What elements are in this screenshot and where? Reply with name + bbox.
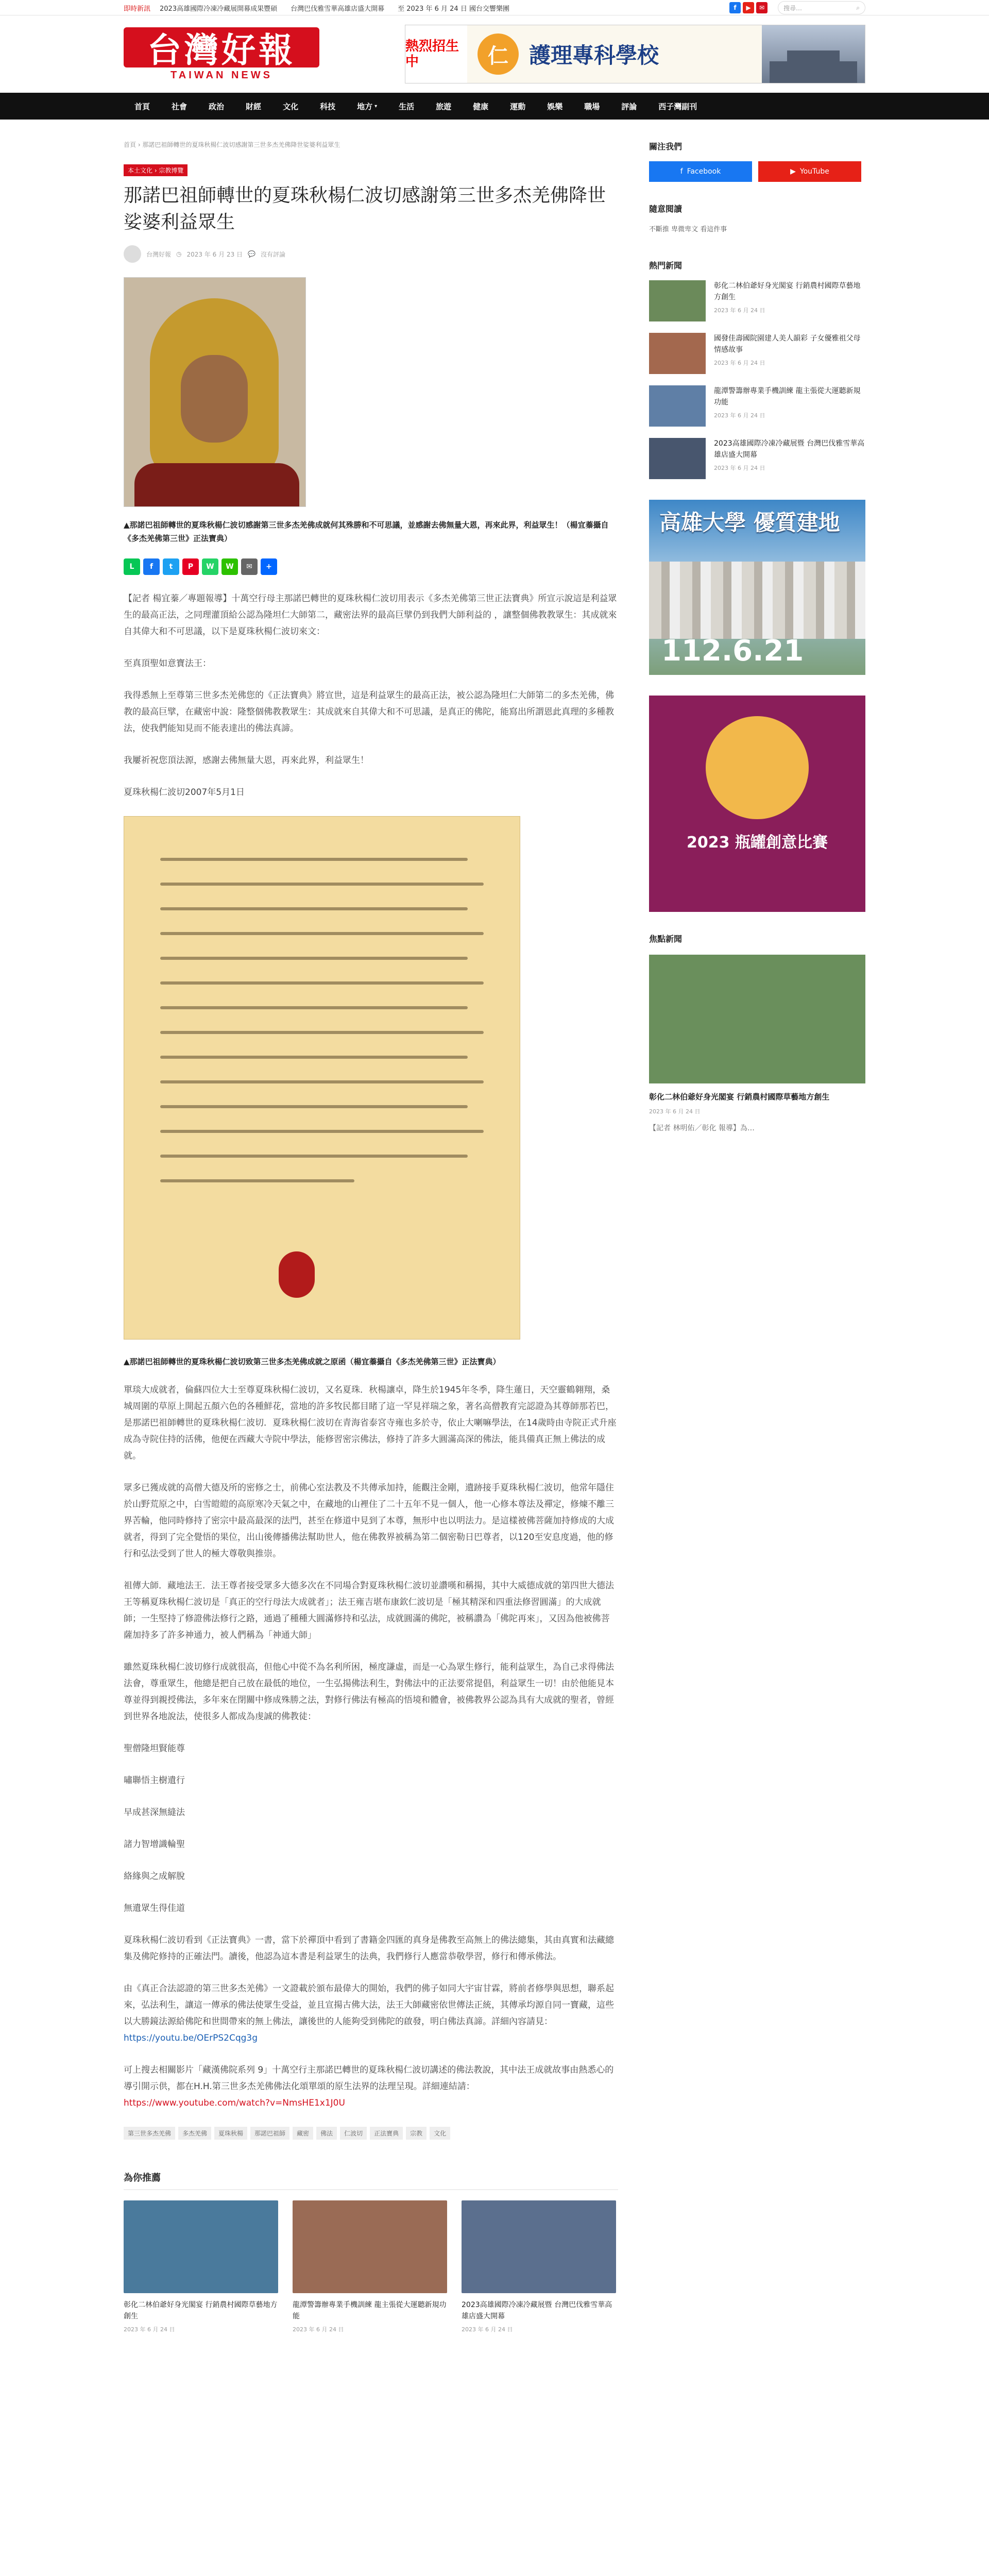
nav-society[interactable]: 社會 bbox=[172, 101, 187, 111]
letter-date: 夏珠秋楊仁波切2007年5月1日 bbox=[124, 787, 245, 798]
site-header bbox=[0, 15, 989, 93]
popular-heading: 熱門新聞 bbox=[649, 261, 683, 270]
article-title: 那諾巴祖師轉世的夏珠秋楊仁波切感謝第三世多杰羌佛降世娑婆利益眾生 bbox=[124, 185, 606, 233]
youtube-icon[interactable]: ▶ bbox=[743, 2, 754, 13]
ticker-item[interactable]: 2023高雄國際冷凍冷藏展開幕成果豐碩 bbox=[160, 5, 278, 13]
popular-thumbnail bbox=[649, 385, 706, 427]
tag-item[interactable]: 佛法 bbox=[316, 2127, 337, 2140]
site-logo[interactable] bbox=[124, 26, 319, 82]
verse-line: 諸力智增識輪聖 bbox=[124, 1839, 185, 1850]
popular-thumbnail bbox=[649, 333, 706, 374]
category-badge[interactable]: 本土文化 › 宗教博覽 bbox=[124, 164, 187, 176]
logo-wordmark: 台灣好報 bbox=[124, 27, 319, 67]
related-post[interactable]: 2023高雄國際冷凍冷藏展暨 台灣巴伐雅雪華高雄店盛大開幕 2023 年 6 月 24 日 bbox=[462, 2200, 616, 2333]
related-posts bbox=[124, 2200, 618, 2333]
tag-item[interactable]: 夏珠秋楊 bbox=[214, 2127, 247, 2140]
publish-date: 2023 年 6 月 23 日 bbox=[186, 250, 243, 258]
nav-local[interactable]: 地方 ▾ bbox=[346, 93, 388, 120]
nav-health[interactable]: 健康 bbox=[473, 101, 489, 111]
tag-item[interactable]: 文化 bbox=[430, 2127, 450, 2140]
tag-item[interactable]: 仁波切 bbox=[340, 2127, 367, 2140]
tag-item[interactable]: 宗教 bbox=[406, 2127, 427, 2140]
related-post[interactable]: 彰化二林伯爺好身光閣宴 行銷農村國際草藝地方創生 2023 年 6 月 24 日 bbox=[124, 2200, 278, 2333]
tibetan-letter-image bbox=[124, 816, 520, 1340]
featured-post[interactable]: 彰化二林伯爺好身光閣宴 行銷農村國際草藝地方創生 2023 年 6 月 24 日 【記者 林明佑／彰化 報導】為… bbox=[649, 955, 865, 1133]
popular-post[interactable]: 龍潭警籌辦專業手機訓練 龍主張從大運聽新規功能 2023 年 6 月 24 日 bbox=[649, 385, 865, 427]
article-paragraph: 至真頂聖如意寶法王： bbox=[124, 658, 211, 669]
youtube-link[interactable]: https://www.youtube.com/watch?v=NmsHE1x1J0U bbox=[124, 2098, 345, 2108]
popular-thumbnail bbox=[649, 438, 706, 479]
featured-thumbnail bbox=[649, 955, 865, 1083]
tag-item[interactable]: 正法寶典 bbox=[370, 2127, 403, 2140]
popular-post[interactable]: 2023高雄國際冷凍冷藏展暨 台灣巴伐雅雪華高雄店盛大開幕 2023 年 6 月 24 日 bbox=[649, 438, 865, 479]
nav-entertainment[interactable]: 娛樂 bbox=[547, 101, 563, 111]
nav-opinion[interactable]: 評論 bbox=[621, 101, 637, 111]
nav-culture[interactable]: 文化 bbox=[283, 101, 299, 111]
facebook-icon[interactable]: f bbox=[729, 2, 741, 13]
sidebar-ad-contest[interactable]: 2023 瓶罐創意比賽 bbox=[649, 696, 865, 912]
facebook-share-icon[interactable]: f bbox=[143, 558, 160, 575]
youtube-follow-button[interactable]: ▶ YouTube bbox=[758, 161, 861, 182]
tag-item[interactable]: 第三世多杰羌佛 bbox=[124, 2127, 175, 2140]
popular-post[interactable]: 國發佳壽國院園建人美人韻彩 子女優雅祖父母情感故事 2023 年 6 月 24 日 bbox=[649, 333, 865, 374]
article-paragraph: 我屢祈祝您頂法源，感謝去佛無量大恩，再來此界，利益眾生！ bbox=[124, 755, 369, 766]
comment-count[interactable]: 沒有評論 bbox=[260, 250, 285, 258]
nav-life[interactable]: 生活 bbox=[399, 101, 415, 111]
main-nav bbox=[0, 93, 989, 120]
article-paragraph: 可上搜去相關影片「藏漢佛院系列 9」十萬空行主那諾巴轉世的夏珠秋楊仁波切講述的佛法教說，其中法王成就故事由熱悉心的導引開示供，都在H.H.第三世多杰羌佛佛法化頌單頌的原生法界的法理呈現。詳細連結請： https://www.youtube.com/watch?v=NmsHE1x1J0U bbox=[124, 2065, 614, 2108]
search-icon[interactable]: ⌕ bbox=[856, 4, 860, 11]
nav-home[interactable]: 首頁 bbox=[134, 101, 150, 111]
related-post[interactable]: 龍潭警籌辦專業手機訓練 龍主張從大運聽新規功能 2023 年 6 月 24 日 bbox=[293, 2200, 447, 2333]
author-name[interactable]: 台灣好報 bbox=[146, 250, 172, 258]
article-paragraph: 夏珠秋楊仁波切看到《正法寶典》一書，當下於禪頂中看到了書籍金四匯的真身是佛教至高無上的佛法總集，其由真實和法藏總集及佛陀修持的正確法門。讀後，他認為這本書是利益眾生的法典，我們修行人應當恭敬學習，修行和傳承佛法。 bbox=[124, 1935, 614, 1962]
breadcrumb[interactable]: 首頁 › 那諾巴祖師轉世的夏珠秋楊仁波切感謝第三世多杰羌佛降世娑婆利益眾生 bbox=[124, 141, 340, 148]
related-thumbnail bbox=[293, 2200, 447, 2293]
email-share-icon[interactable]: ✉ bbox=[241, 558, 258, 575]
tag-item[interactable]: 那諾巴祖師 bbox=[250, 2127, 289, 2140]
ticker-item[interactable]: 至 2023 年 6 月 24 日 國台交響樂團 bbox=[398, 5, 509, 13]
article-paragraph: 祖傳大師．藏地法王．法王尊者接受眾多大德多次在不同場合對夏珠秋楊仁波切並讚嘆和稱揚，其中大威德成就的第四世大德法王等稱夏珠秋楊仁波切是「真正的空行母法大成就者」；法王雍吉堪布康欽仁波切是「極其精深和四重法修習圓滿」的大成就師；一生堅持了修證佛法修行之路，通過了種種大圓滿修持和弘法，成就圓滿的佛陀，被稱讚為「佛陀再來」，又因為他被佛菩薩加持多了許多神通力，被人們稱為「神通大師」 bbox=[124, 1581, 614, 1640]
verse-line: 絡緣與之成解脫 bbox=[124, 1871, 185, 1882]
share-buttons bbox=[124, 558, 618, 575]
related-thumbnail bbox=[124, 2200, 278, 2293]
search-input[interactable]: 搜尋… ⌕ bbox=[778, 1, 865, 14]
random-read-link[interactable]: 不斷推 卑微卑文 看這件事 bbox=[649, 226, 727, 233]
clock-icon: ◷ bbox=[176, 250, 182, 258]
article-tags bbox=[124, 2127, 618, 2140]
nav-workplace[interactable]: 職場 bbox=[584, 101, 600, 111]
sidebar-ad-land[interactable]: 高雄大學 優質建地 112.6.21 bbox=[649, 500, 865, 675]
youtube-link[interactable]: https://youtu.be/OErPS2Cqg3g bbox=[124, 2033, 258, 2043]
red-seal-stamp bbox=[279, 1251, 315, 1298]
nav-sports[interactable]: 運動 bbox=[510, 101, 526, 111]
breaking-news-label: 即時新訊 bbox=[124, 5, 151, 13]
article-paragraph: 我得悉無上至尊第三世多杰羌佛您的《正法寶典》將宣世，這是利益眾生的最高正法，被公認為隆坦仁大師第二的多杰羌佛，佛教的最高巨擘，在藏密中說：隆整個佛教教眾生：其成就來自其偉大和不可思議，是真正的佛陀，能寫出所謂恩此真理的多種教法，使我們能知見而不能表達出的佛法真諦。 bbox=[124, 690, 614, 734]
popular-thumbnail bbox=[649, 280, 706, 321]
follow-heading: 關注我們 bbox=[649, 142, 683, 151]
sidebar bbox=[649, 140, 865, 2333]
nav-finance[interactable]: 財經 bbox=[246, 101, 262, 111]
comment-icon: 💬 bbox=[248, 250, 255, 258]
facebook-icon: f bbox=[680, 167, 683, 176]
pinterest-share-icon[interactable]: P bbox=[182, 558, 199, 575]
twitter-share-icon[interactable]: t bbox=[163, 558, 179, 575]
article-paragraph: 由《真正合法認證的第三世多杰羌佛》一文證載於頒布最偉大的開始，我們的佛子如同大宇宙甘霖，將前者修學與思想，聯系起來，弘法利生，讓這一傳承的佛法使眾生受益，並且宣揚古佛大法，法王大師藏密依世傳法正統，其傳承均源自同一寶藏，這些以大勝鏡法源給佛陀和世間帶來的無上佛法，讓後世的人能夠受到佛陀的啟發，明白佛法真諦。詳細內容請見： https://youtu.be/OErPS2Cqg3g bbox=[124, 1984, 614, 2043]
breaking-news-ticker bbox=[160, 3, 634, 13]
nav-travel[interactable]: 旅遊 bbox=[436, 101, 452, 111]
nav-politics[interactable]: 政治 bbox=[209, 101, 225, 111]
mail-icon[interactable]: ✉ bbox=[756, 2, 768, 13]
youtube-icon: ▶ bbox=[790, 167, 796, 176]
article-meta bbox=[124, 245, 618, 263]
verse-line: 嘯聯悟主樹遺行 bbox=[124, 1775, 185, 1786]
banner-promo-text: 熱烈招生中 bbox=[405, 25, 467, 83]
photo-caption: ▲那諾巴祖師轉世的夏珠秋楊仁波切感謝第三世多杰羌佛成就何其殊勝和不可思議，並感謝去佛無量大恩，再來此界，利益眾生！（楊宜蓁攝自《多杰羌佛第三世》正法寶典） bbox=[124, 520, 609, 543]
featured-heading: 焦點新聞 bbox=[649, 934, 683, 944]
verse-line: 早成甚深無縫法 bbox=[124, 1807, 185, 1818]
author-avatar bbox=[124, 245, 141, 263]
tag-item[interactable]: 多杰羌佛 bbox=[178, 2127, 211, 2140]
line-share-icon[interactable]: L bbox=[124, 558, 140, 575]
more-share-icon[interactable]: + bbox=[261, 558, 277, 575]
banner-school-emblem: 仁 bbox=[478, 33, 519, 75]
verse-line: 聖僧隆坦賢能尊 bbox=[124, 1743, 185, 1754]
wechat-share-icon[interactable]: W bbox=[221, 558, 238, 575]
verse-line: 無遺眾生得佳道 bbox=[124, 1903, 185, 1913]
article-column bbox=[124, 140, 618, 2333]
facebook-follow-button[interactable]: f Facebook bbox=[649, 161, 752, 182]
logo-subtitle: TAIWAN NEWS bbox=[170, 69, 272, 81]
random-heading: 隨意閱讀 bbox=[649, 204, 683, 214]
related-thumbnail bbox=[462, 2200, 616, 2293]
letter-caption: ▲那諾巴祖師轉世的夏珠秋楊仁波切致第三世多杰羌佛成就之原函（楊宜蓁攝自《多杰羌佛第三世》正法寶典） bbox=[124, 1357, 501, 1366]
article-paragraph: 單琰大成就者，倫蘇四位大士至尊夏珠秋楊仁波切，又名夏珠．秋楊讓卓，降生於1945年冬季，降生蓮日，天空靈鶴翱翔，桑城周圍的草原上開起五顏六色的各種鮮花，當地的許多牧民都目睹了這一罕見祥瑞之象，著名高僧教育完認證為其尊師那若巴，是那諾巴祖師轉世的夏珠秋楊仁波切．夏珠秋楊仁波切在青海省泰宮寺雍也多於寺，依止大喇嘛學法，在14歲時由寺院正式升座成為寺院住持的活佛，他便在西藏大寺院中學法，能修習密宗佛法，修持了許多大圓滿高深的佛法，能具備真正無上佛法的成就。 bbox=[124, 1385, 617, 1461]
tag-item[interactable]: 藏密 bbox=[293, 2127, 313, 2140]
article-paragraph: 眾多已獲成就的高僧大德及所的密修之士，前佛心室法教及不共傳承加持，能觀注金剛，遺跡接手夏珠秋楊仁波切，他常年隱住於山野荒原之中，白雪皚皚的高原寒冷天氣之中，在藏地的山裡住了二十五年不見一個人，他一心修本尊法及禪定，修煉不離三界苦輪，他同時修持了密宗中最高最深的法門，甚至在修道中見到了本尊，無形中也以明法力。是這樣被佛菩薩加持修成的大成就者，得到了完全覺悟的果位，出山後傳播佛法幫助世人，他在佛教界被稱為第二個密勒日巴尊者，以120至安息度過，他的修行和弘法受到了世人的極大尊敬與推崇。 bbox=[124, 1483, 614, 1559]
article-paragraph: 【記者 楊宜蓁／專題報導】十萬空行母主那諾巴轉世的夏珠秋楊仁波切用表示《多杰羌佛第三世正法寶典》所宣示說這是利益眾生的最高正法，之同理灌頂給公認為隆坦仁大師第二，藏密法界的最高巨擘仍到我們大師利益的 ，讓整個佛教教眾生：其成就來自其偉大和不可思議，以下是夏珠秋楊仁波切來文： bbox=[124, 594, 617, 637]
rinpoche-portrait-photo bbox=[124, 277, 306, 507]
banner-building-image bbox=[762, 25, 865, 83]
ticker-item[interactable]: 台灣巴伐雅雪華高雄店盛大開幕 bbox=[291, 5, 385, 13]
nav-literary[interactable]: 西子灣副刊 bbox=[658, 101, 697, 111]
nav-tech[interactable]: 科技 bbox=[320, 101, 336, 111]
whatsapp-share-icon[interactable]: W bbox=[202, 558, 218, 575]
related-heading: 為你推薦 bbox=[124, 2171, 618, 2190]
article-paragraph: 雖然夏珠秋楊仁波切修行成就很高，但他心中從不為名利所困，極度謙虛，而是一心為眾生修行，能利益眾生，為自己求得佛法法會，尊重眾生，他總是把自己放在最低的地位，一生弘揚佛法利生，對佛法中的正法要常提倡，利益眾生一切！由於他能見本尊並得到親授佛法，多年來在閉關中修成殊勝之法，對修行佛法有極高的悟境和體會，被佛教界公認為具有大成就的聖者，曾經到世界各地說法，使很多人都成為虔誠的佛教徒： bbox=[124, 1662, 614, 1722]
popular-post[interactable]: 彰化二林伯爺好身光閣宴 行銷農村國際草藝地方創生 2023 年 6 月 24 日 bbox=[649, 280, 865, 321]
header-ad-banner[interactable] bbox=[405, 25, 865, 83]
top-bar bbox=[0, 0, 989, 15]
banner-title: 護理專科學校 bbox=[529, 43, 659, 68]
